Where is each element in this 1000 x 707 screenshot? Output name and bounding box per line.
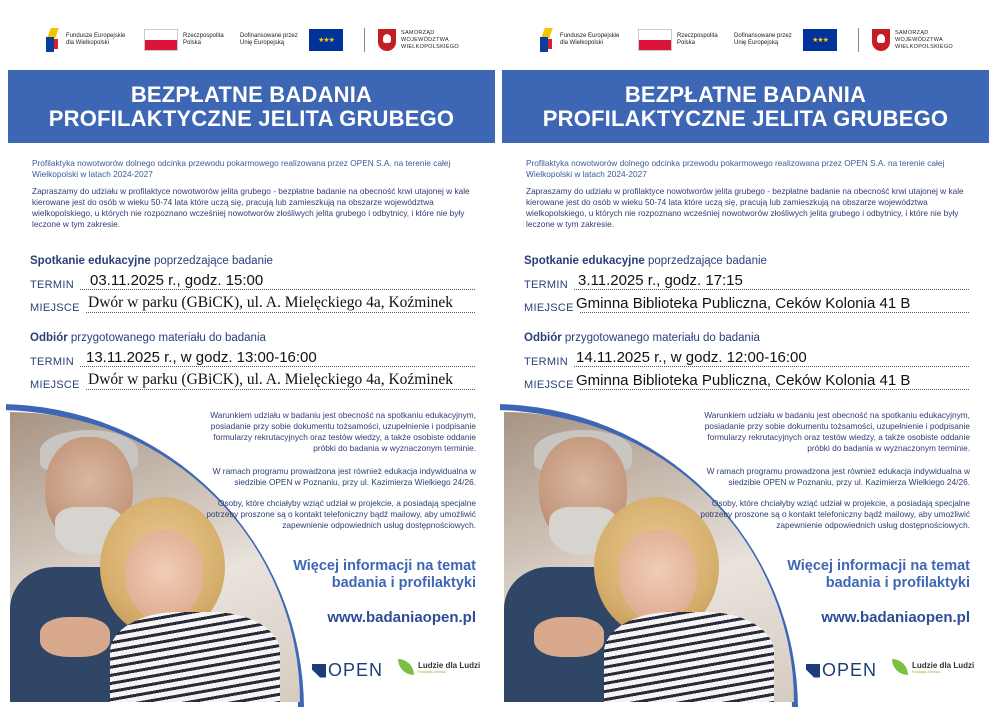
meeting-date: 3.11.2025 r., godz. 17:15: [578, 272, 743, 289]
title-line-1: BEZPŁATNE BADANIA: [130, 81, 373, 107]
miejsce-label: MIEJSCE: [30, 302, 80, 314]
meeting-heading: Spotkanie edukacyjne poprzedzające badanie: [524, 255, 767, 267]
more-info-heading: Więcej informacji na temat badania i profilaktyki: [293, 558, 476, 591]
meeting-date-row: [30, 269, 475, 291]
pickup-heading: Odbiór przygotowanego materiału do badania: [524, 332, 760, 344]
logo-strip: [538, 26, 972, 56]
termin-label: TERMIN: [30, 279, 74, 291]
website-link[interactable]: www.badaniaopen.pl: [327, 609, 476, 626]
ludzie-dla-ludzi-logo: Ludzie dla Ludzi Fundacja Zdrowia: [892, 659, 974, 675]
fe-emblem-icon: [46, 28, 60, 52]
meeting-date-row: [524, 269, 969, 291]
title-line-1: BEZPŁATNE BADANIA: [624, 81, 867, 107]
meeting-place: Gminna Biblioteka Publiczna, Ceków Kolonia 41 B: [576, 295, 911, 312]
eu-flag-icon: ★★★: [803, 29, 837, 51]
participation-conditions: Warunkiem udziału w badaniu jest obecność na spotkaniu edukacyjnym, posiadanie przy sobie dokumentu tożsamości, uzupełnienie i podpisanie formularzy rekrutacyjnych oraz testów wiedzy, a także osobiste oddanie próbki do badania w wyznaczonym terminie.: [704, 410, 970, 453]
poster-koźminek: [6, 0, 498, 707]
open-logo: OPEN: [312, 660, 383, 681]
pickup-place-row: [524, 369, 969, 391]
termin-label: TERMIN: [30, 356, 74, 368]
leaf-icon: [892, 659, 908, 675]
pickup-heading: Odbiór przygotowanego materiału do badania: [30, 332, 266, 344]
couple-photo: [504, 412, 794, 702]
logo-strip: [44, 26, 478, 56]
pickup-date-row: [30, 346, 475, 368]
pickup-place: Gminna Biblioteka Publiczna, Ceków Kolonia 41 B: [576, 372, 911, 389]
invitation-text: Zapraszamy do udziału w profilaktyce nowotworów jelita grubego - bezpłatne badanie na obecność krwi utajonej w kale kierowane jest do osób w wieku 50-74 lata które uczą się, pracują lub zamieszkują na obszarze województwa wielkopolskiego, u których nie rozpoznano wcześniej nowotworów złośliwych jelita grubego i odbytnicy, i które nie były leczone w tym zakresie.: [526, 186, 964, 229]
pickup-place-row: [30, 369, 475, 391]
special-needs-info: Osoby, które chciałyby wziąć udział w projekcie, a posiadają specjalne potrzeby proszone są o kontakt telefoniczny bądź mailowy, aby umożliwić zapewnienie odpowiednich usług dostępnościowych.: [206, 498, 476, 530]
open-square-icon: [312, 664, 326, 678]
individual-education: W ramach programu prowadzona jest również edukacja indywidualna w siedzibie OPEN w Poznaniu, przy ul. Kazimierza Wielkiego 24/26.: [212, 466, 476, 487]
leaf-icon: [398, 659, 414, 675]
polish-flag-icon: [638, 29, 672, 51]
eu-cofinancing-logo: Dofinansowane przez Unię Europejską ★★★: [240, 26, 343, 54]
invitation-text: Zapraszamy do udziału w profilaktyce nowotworów jelita grubego - bezpłatne badanie na obecność krwi utajonej w kale kierowane jest do osób w wieku 50-74 lata które uczą się, pracują lub zamieszkują na obszarze województwa wielkopolskiego, u których nie rozpoznano wcześniej nowotworów złośliwych jelita grubego i odbytnicy, i które nie były leczone w tym zakresie.: [32, 186, 470, 229]
fundusze-europejskie-logo: Fundusze Europejskie dla Wielkopolski: [46, 26, 136, 54]
meeting-heading: Spotkanie edukacyjne poprzedzające badanie: [30, 255, 273, 267]
termin-label: TERMIN: [524, 356, 568, 368]
eu-cofinancing-logo: Dofinansowane przez Unię Europejską ★★★: [734, 26, 837, 54]
miejsce-label: MIEJSCE: [524, 379, 574, 391]
pickup-date: 14.11.2025 r., w godz. 12:00-16:00: [576, 349, 807, 366]
pickup-date-row: [524, 346, 969, 368]
program-intro: Profilaktyka nowotworów dolnego odcinka przewodu pokarmowego realizowana przez OPEN S.A. na terenie całej Wielkopolski w latach 2024-2027: [526, 158, 945, 179]
title-banner: [502, 70, 989, 143]
termin-label: TERMIN: [524, 279, 568, 291]
couple-photo: [10, 412, 300, 702]
samorzad-wojewodztwa-logo: SAMORZĄD WOJEWÓDZTWA WIELKOPOLSKIEGO: [872, 26, 975, 54]
rzeczpospolita-logo: Rzeczpospolita Polska: [144, 26, 253, 54]
program-intro: Profilaktyka nowotworów dolnego odcinka przewodu pokarmowego realizowana przez OPEN S.A. na terenie całej Wielkopolski w latach 2024-2027: [32, 158, 451, 179]
website-link[interactable]: www.badaniaopen.pl: [821, 609, 970, 626]
poster-ceków: [500, 0, 992, 707]
lower-section: [500, 406, 992, 707]
title-banner: [8, 70, 495, 143]
pickup-date: 13.11.2025 r., w godz. 13:00-16:00: [86, 349, 317, 366]
miejsce-label: MIEJSCE: [524, 302, 574, 314]
eagle-crest-icon: [872, 29, 890, 51]
fundusze-europejskie-logo: Fundusze Europejskie dla Wielkopolski: [540, 26, 630, 54]
individual-education: W ramach programu prowadzona jest również edukacja indywidualna w siedzibie OPEN w Poznaniu, przy ul. Kazimierza Wielkiego 24/26.: [706, 466, 970, 487]
pickup-place: Dwór w parku (GBiCK), ul. A. Mielęckiego 4a, Koźminek: [88, 371, 454, 388]
logo-divider: [364, 28, 365, 52]
title-line-2: PROFILAKTYCZNE JELITA GRUBEGO: [48, 105, 455, 131]
meeting-date: 03.11.2025 r., godz. 15:00: [90, 272, 264, 289]
meeting-place-row: [524, 292, 969, 314]
lower-section: [6, 406, 498, 707]
title-line-2: PROFILAKTYCZNE JELITA GRUBEGO: [542, 105, 949, 131]
special-needs-info: Osoby, które chciałyby wziąć udział w projekcie, a posiadają specjalne potrzeby proszone są o kontakt telefoniczny bądź mailowy, aby umożliwić zapewnienie odpowiednich usług dostępnościowych.: [700, 498, 970, 530]
ludzie-dla-ludzi-logo: Ludzie dla Ludzi Fundacja Zdrowia: [398, 659, 480, 675]
open-square-icon: [806, 664, 820, 678]
eagle-crest-icon: [378, 29, 396, 51]
meeting-place-row: [30, 292, 475, 314]
samorzad-wojewodztwa-logo: SAMORZĄD WOJEWÓDZTWA WIELKOPOLSKIEGO: [378, 26, 481, 54]
logo-divider: [858, 28, 859, 52]
participation-conditions: Warunkiem udziału w badaniu jest obecność na spotkaniu edukacyjnym, posiadanie przy sobie dokumentu tożsamości, uzupełnienie i podpisanie formularzy rekrutacyjnych oraz testów wiedzy, a także osobiste oddanie próbki do badania w wyznaczonym terminie.: [210, 410, 476, 453]
meeting-place: Dwór w parku (GBiCK), ul. A. Mielęckiego 4a, Koźminek: [88, 294, 454, 311]
open-logo: OPEN: [806, 660, 877, 681]
fe-emblem-icon: [540, 28, 554, 52]
miejsce-label: MIEJSCE: [30, 379, 80, 391]
eu-flag-icon: ★★★: [309, 29, 343, 51]
polish-flag-icon: [144, 29, 178, 51]
more-info-heading: Więcej informacji na temat badania i profilaktyki: [787, 558, 970, 591]
rzeczpospolita-logo: Rzeczpospolita Polska: [638, 26, 747, 54]
